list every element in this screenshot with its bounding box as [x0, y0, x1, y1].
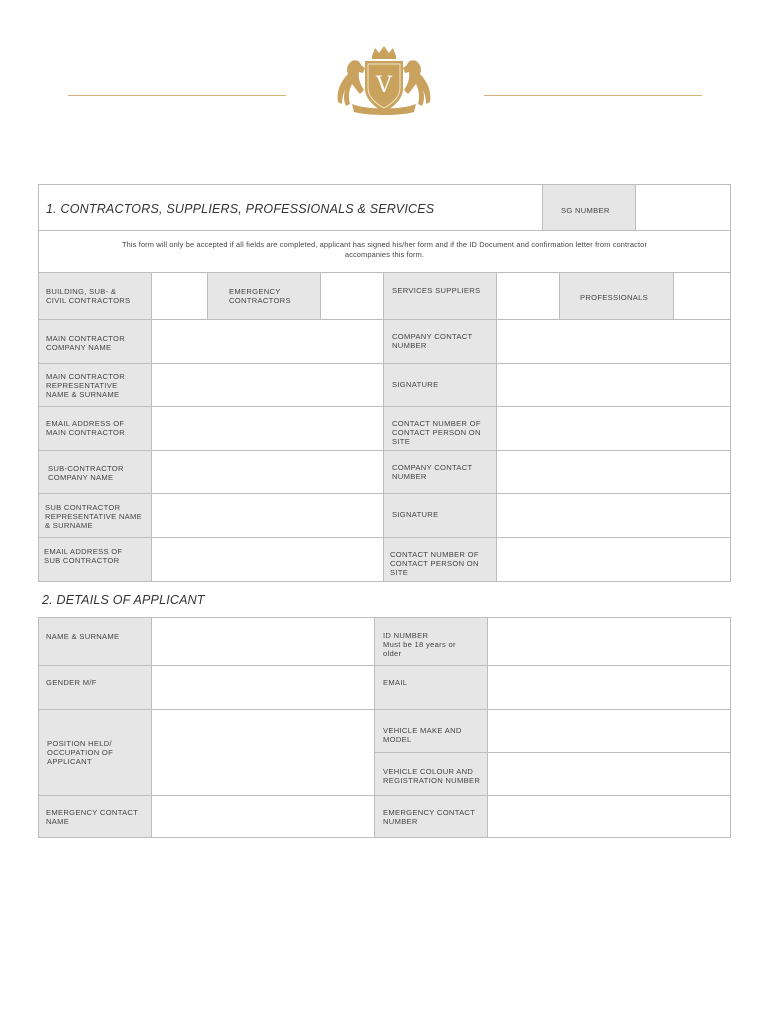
id-number-input[interactable]	[487, 617, 731, 666]
company-contact-number-input[interactable]	[496, 319, 731, 364]
sg-number-input[interactable]	[635, 184, 731, 231]
sg-number-label: SG NUMBER	[561, 206, 610, 215]
emergency-contact-name-label: EMERGENCY CONTACT NAME	[46, 808, 139, 826]
site-contact-number-input[interactable]	[496, 406, 731, 451]
logo-letter: V	[376, 73, 392, 98]
name-surname-input[interactable]	[151, 617, 375, 666]
sub-contractor-company-input[interactable]	[151, 450, 384, 494]
category-building-label: BUILDING, SUB- & CIVIL CONTRACTORS	[46, 287, 131, 305]
category-emergency-label: EMERGENCY CONTRACTORS	[229, 287, 291, 305]
email-label-cell	[374, 665, 488, 710]
sub-company-contact-number-label: COMPANY CONTACT NUMBER	[392, 463, 473, 481]
section2-title: 2. DETAILS OF APPLICANT	[42, 593, 205, 607]
notice-text	[42, 240, 727, 260]
category-services-checkbox[interactable]	[496, 272, 560, 320]
sub-contractor-company-label: SUB-CONTRACTOR COMPANY NAME	[48, 464, 124, 482]
vehicle-colour-label: VEHICLE COLOUR AND REGISTRATION NUMBER	[383, 767, 481, 785]
main-contractor-company-input[interactable]	[151, 319, 384, 364]
main-contractor-company-label: MAIN CONTRACTOR COMPANY NAME	[46, 334, 126, 352]
main-contractor-email-input[interactable]	[151, 406, 384, 451]
category-professionals-label: PROFESSIONALS	[580, 293, 649, 302]
sub-contractor-email-label: EMAIL ADDRESS OF SUB CONTRACTOR	[44, 547, 123, 565]
gender-label: GENDER M/F	[46, 678, 97, 687]
signature-input[interactable]	[496, 363, 731, 407]
header-divider-left	[68, 95, 286, 96]
header-divider-right	[484, 95, 702, 96]
position-label: POSITION HELD/ OCCUPATION OF APPLICANT	[47, 739, 114, 766]
main-contractor-rep-input[interactable]	[151, 363, 384, 407]
notice-line-1: This form will only be accepted if all fields are completed, applicant has signed his/her form and if the ID Document and confirmation letter from contractor	[121, 240, 648, 249]
id-number-note: Must be 18 years or older	[383, 640, 456, 658]
category-emergency-checkbox[interactable]	[320, 272, 384, 320]
emergency-contact-name-input[interactable]	[151, 795, 375, 838]
category-building-checkbox[interactable]	[151, 272, 208, 320]
main-contractor-email-label: EMAIL ADDRESS OF MAIN CONTRACTOR	[46, 419, 126, 437]
emergency-contact-number-label: EMERGENCY CONTACT NUMBER	[383, 808, 476, 826]
sub-contractor-rep-input[interactable]	[151, 493, 384, 538]
main-contractor-rep-label: MAIN CONTRACTOR REPRESENTATIVE NAME & SURNAME	[46, 372, 126, 399]
gender-label-cell	[38, 665, 152, 710]
notice-line-2: accompanies this form.	[344, 250, 425, 259]
name-surname-label: NAME & SURNAME	[46, 632, 120, 641]
gender-input[interactable]	[151, 665, 375, 710]
sub-site-contact-number-label: CONTACT NUMBER OF CONTACT PERSON ON SITE	[390, 550, 479, 577]
email-input[interactable]	[487, 665, 731, 710]
category-services-label: SERVICES SUPPLIERS	[392, 286, 481, 295]
signature-label: SIGNATURE	[392, 380, 439, 389]
position-input[interactable]	[151, 709, 375, 796]
category-services-label-cell	[383, 272, 497, 320]
vehicle-colour-input[interactable]	[487, 752, 731, 796]
id-number-label: ID NUMBER	[383, 631, 429, 640]
site-contact-number-label: CONTACT NUMBER OF CONTACT PERSON ON SITE	[392, 419, 481, 446]
emergency-contact-number-input[interactable]	[487, 795, 731, 838]
section1-title: 1. CONTRACTORS, SUPPLIERS, PROFESSIONALS & SERVICES	[46, 202, 435, 216]
sub-contractor-email-input[interactable]	[151, 537, 384, 582]
name-surname-label-cell	[38, 617, 152, 666]
sub-signature-label: SIGNATURE	[392, 510, 439, 519]
crest-logo-icon	[332, 44, 436, 118]
sub-company-contact-number-input[interactable]	[496, 450, 731, 494]
sub-site-contact-number-input[interactable]	[496, 537, 731, 582]
category-professionals-checkbox[interactable]	[673, 272, 731, 320]
email-label: EMAIL	[383, 678, 408, 687]
sub-signature-input[interactable]	[496, 493, 731, 538]
company-contact-number-label: COMPANY CONTACT NUMBER	[392, 332, 473, 350]
vehicle-make-label: VEHICLE MAKE AND MODEL	[383, 726, 462, 744]
vehicle-make-input[interactable]	[487, 709, 731, 753]
sub-contractor-rep-label: SUB CONTRACTOR REPRESENTATIVE NAME & SURNAME	[45, 503, 142, 530]
